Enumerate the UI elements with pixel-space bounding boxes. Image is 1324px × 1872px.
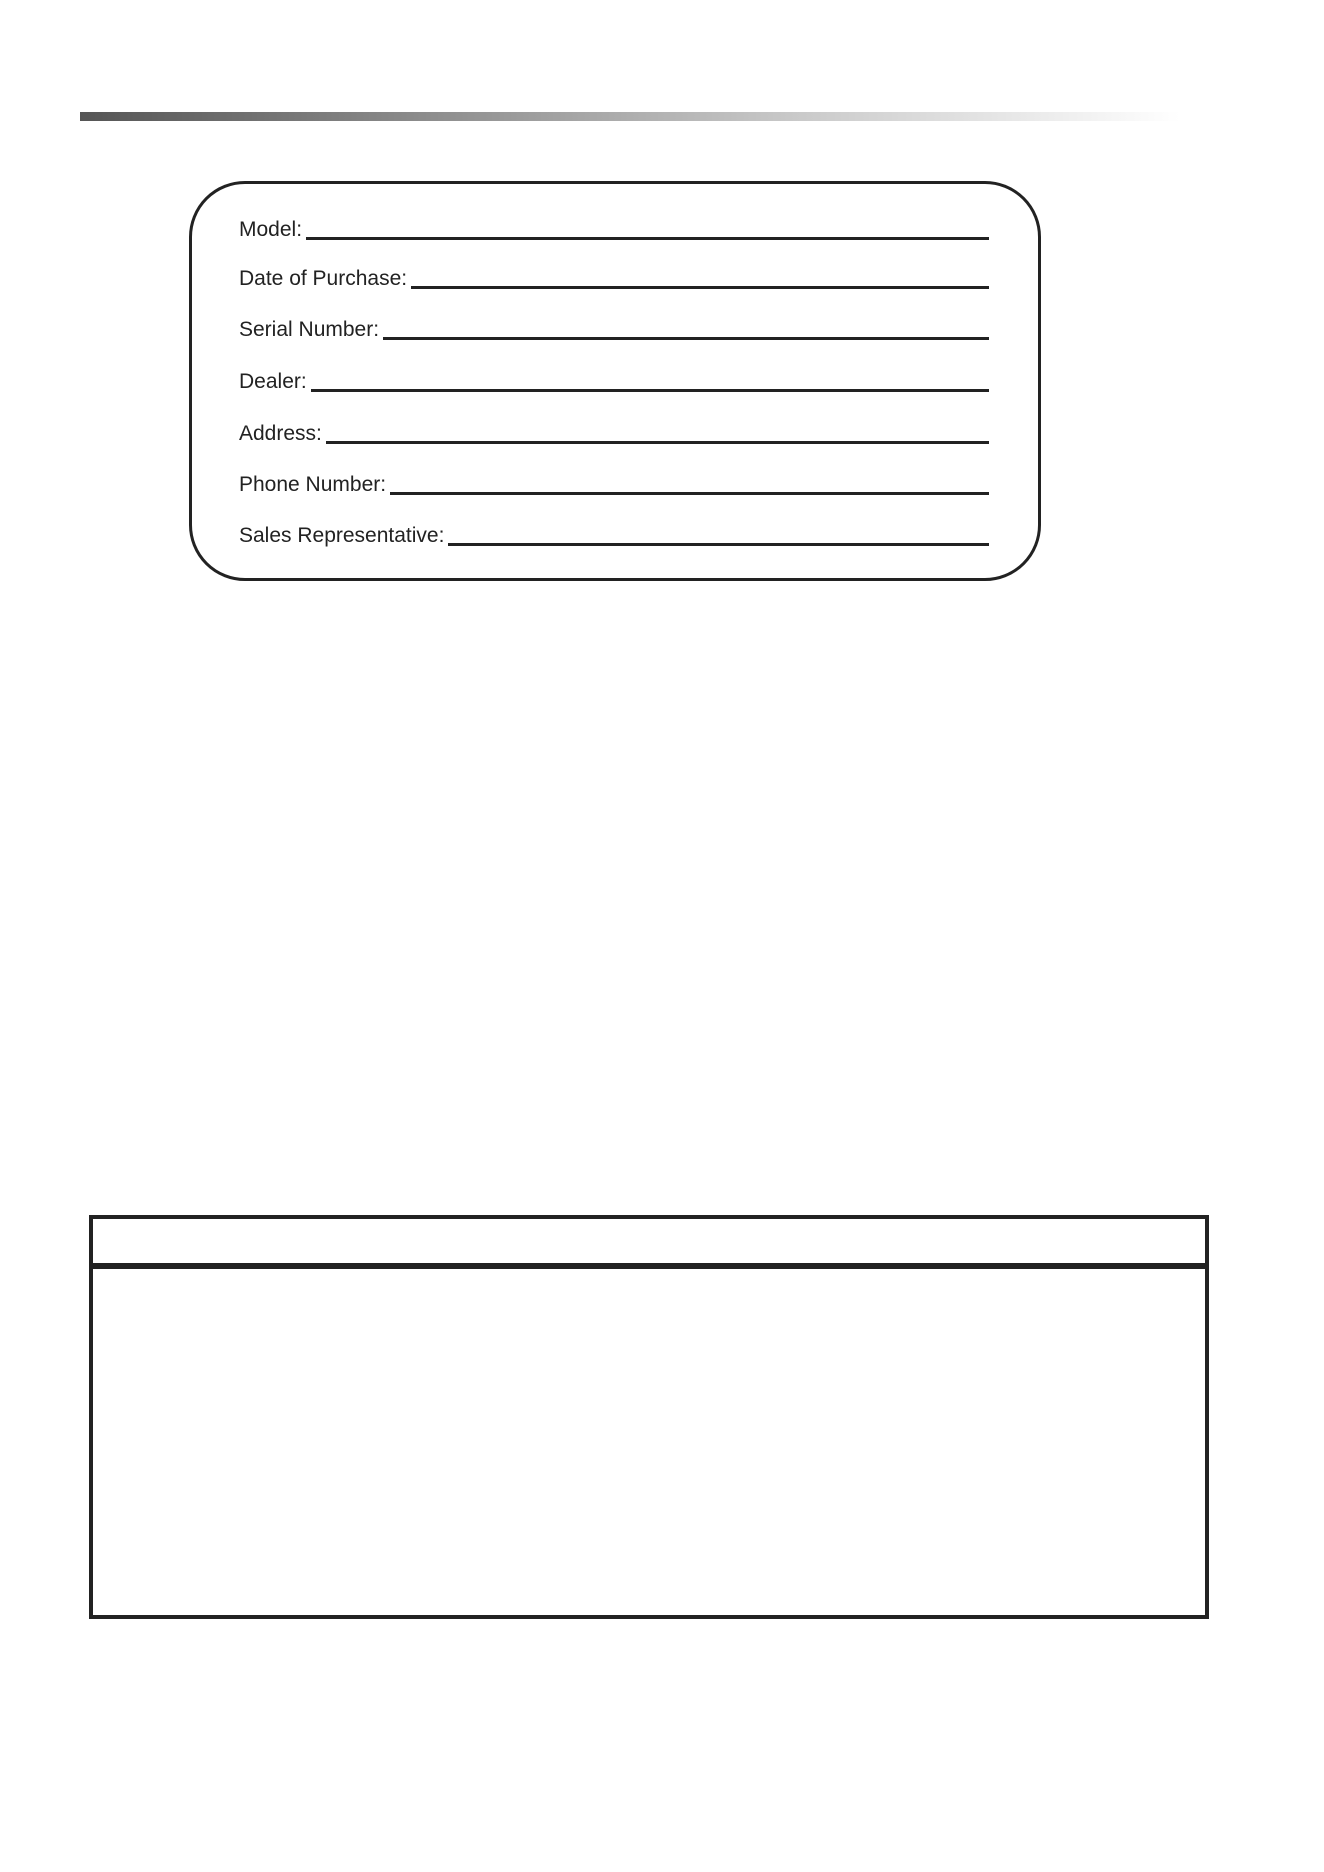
dealer-blank-line[interactable] [311, 389, 989, 392]
sales-representative-label: Sales Representative: [239, 524, 445, 547]
serial-number-field-row[interactable] [239, 312, 989, 342]
info-box-header [93, 1219, 1205, 1269]
serial-number-blank-line[interactable] [383, 337, 989, 340]
address-blank-line[interactable] [326, 441, 989, 444]
serial-number-label: Serial Number: [239, 318, 380, 341]
header-rule [80, 112, 1180, 121]
model-field-row[interactable] [239, 212, 989, 242]
address-label: Address: [239, 422, 322, 445]
dealer-field-row[interactable] [239, 364, 989, 394]
date-of-purchase-field-row[interactable] [239, 261, 989, 291]
model-label: Model: [239, 218, 303, 241]
phone-number-field-row[interactable] [239, 467, 989, 497]
address-field-row[interactable] [239, 416, 989, 446]
phone-number-blank-line[interactable] [390, 492, 989, 495]
phone-number-label: Phone Number: [239, 473, 387, 496]
model-blank-line[interactable] [306, 237, 989, 240]
info-box [89, 1215, 1209, 1619]
sales-representative-field-row[interactable] [239, 518, 989, 548]
date-of-purchase-blank-line[interactable] [411, 286, 989, 289]
purchase-record-card [189, 181, 1041, 581]
sales-representative-blank-line[interactable] [448, 543, 989, 546]
date-of-purchase-label: Date of Purchase: [239, 267, 408, 290]
dealer-label: Dealer: [239, 370, 307, 393]
